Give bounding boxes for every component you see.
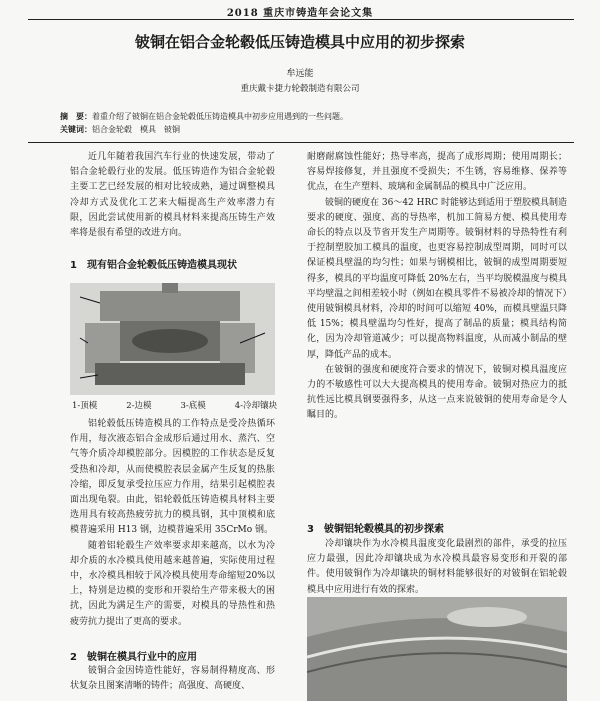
continued-paragraph: 耐磨耐腐蚀性能好；热导率高，提高了成形周期；使用周期长；容易焊接修复，并且强度不受损失；不生锈，容易维修、保养等优点，在生产塑料、玻璃和金属制品的模具中广泛应用。 <box>307 152 567 193</box>
mold-illustration <box>70 283 275 395</box>
demand-paragraph: 随着铝轮毂生产效率要求却来越高，以水为冷却介质的水冷模具使用越来越普遍，实际使用过程中，水冷模具相较于风冷模具使用寿命缩短20%以上，特别是边模的变形和开裂给生产带来极大的困扰，因此为满足生产的需要，对模具的导热性和热疲劳抗力提出了更高的要求。 <box>70 540 275 627</box>
section-1-heading: 1 现有铝合金轮毂低压铸造模具现状 <box>70 260 237 271</box>
abstract-text: 着重介绍了铍铜在铝合金轮毂低压铸造模具中初步应用遇到的一些问题。 <box>92 112 348 121</box>
author: 牟远能 <box>286 69 314 79</box>
caption-cooling-insert: 4-冷却镶块 <box>234 401 277 411</box>
left-column-top <box>70 150 275 241</box>
keywords-text: 铝合金轮毂 模具 铍铜 <box>92 125 180 134</box>
keywords <box>60 123 560 136</box>
cooling-insert-photo <box>307 597 567 701</box>
figure-1-mold-photo <box>70 283 275 395</box>
abstract <box>60 110 560 123</box>
running-header: 2018 重庆市铸造年会论文集 <box>226 8 374 19</box>
cooling-block-paragraph: 冷却镶块作为水冷模具温度变化最剧烈的部件，承受的拉压应力最强，因此冷却镶块成为水冷模具最容易变形和开裂的部件。使用铍铜作为冷却镶块的铜材料能够很好的对铍铜在铝轮毂模具中应用进行有效的探索。 <box>307 539 567 595</box>
figure-2-photo <box>307 597 567 701</box>
paper-title: 铍铜在铝合金轮毂低压铸造模具中应用的初步探索 <box>134 33 465 51</box>
caption-bottom-mold: 3-底模 <box>180 401 206 411</box>
caption-top-mold: 1-顶模 <box>72 401 98 411</box>
mold-paragraph: 铝轮毂低压铸造模具的工作特点是受冷热循环作用，每次液态铝合金成形后通过用水、蒸汽、空气等介质冷却模腔部分。因模腔的工作状态是反复受热和冷却，从而使模腔表层金属产生反复的热胀冷缩，即反复承受拉压应力作用，结果引起模腔表面出现龟裂。由此，铝轮毂低压铸造模具材料主要选用具有较高热疲劳抗力的模具钢，其中顶模和底模普遍采用 H13 钢，边模普遍采用 35CrMo 钢。 <box>70 419 275 536</box>
figure-1-caption <box>72 399 277 411</box>
right-column-bottom <box>307 537 567 598</box>
stress-paragraph: 在铍铜的强度和硬度符合要求的情况下，铍铜对模具温度应力的不敏感性可以大大提高模具的使用寿命。铍铜对热应力的抵抗性远比模具钢要强得多，从这一点来说铍铜的使用寿命是令人瞩目的。 <box>307 364 567 421</box>
abstract-block <box>60 110 560 136</box>
section-2-heading: 2 铍铜在模具行业中的应用 <box>70 652 197 663</box>
right-column-top <box>307 150 567 424</box>
affiliation: 重庆戴卡捷力轮毂制造有限公司 <box>240 84 360 94</box>
beryllium-paragraph: 铍铜合金因铸造性能好，容易制得精度高、形状复杂且图案清晰的铸件；高强度、高硬度、 <box>70 666 275 692</box>
keywords-label: 关键词： <box>60 124 92 134</box>
left-column-bottom <box>70 664 275 694</box>
abstract-label: 摘 要： <box>60 111 92 121</box>
left-column-mid <box>70 417 275 630</box>
header-rule <box>28 19 574 20</box>
abstract-rule <box>28 142 574 143</box>
section-3-heading: 3 铍铜铝轮毂模具的初步探索 <box>307 524 444 535</box>
hardness-paragraph: 铍铜的硬度在 36～42 HRC 时能够达到适用于塑胶模具制造要求的硬度、强度、高的导热率，机加工简易方便、模具使用寿命长的特点以及节省开发生产周期等。铍铜材料的导热特性有利于控制塑胶加工模具的温度，也更容易控制成型周期，同时可以保证模具壁温的均匀性；如果与钢模相比，铍铜的成型周期要短得多，模具的平均温度可降低 20%左右，当平均脱模温度与模具平均壁温之间相差较小时（例如在模具零件不易被冷却的情况下）使用铍铜模具材料，冷却的时间可以缩短 40%，而模具壁温只降低 15%；模具壁温均匀性好，提高了制品的质量；模具结构简化，因为冷却管道减少；可以提高物料温度，从而减小制品的壁厚，降低产品的成本。 <box>307 197 567 360</box>
caption-side-mold: 2-边模 <box>126 401 152 411</box>
intro-paragraph: 近几年随着我国汽车行业的快速发展，带动了铝合金轮毂行业的发展。低压铸造作为铝合金轮毂主要工艺已经发展的相对比较成熟，通过调整模具冷却方式及优化工艺来大幅提高生产效率潜力有限，因此尝试使用新的模具材料来提高压铸生产效率将是很有希望的改进方向。 <box>70 152 275 239</box>
